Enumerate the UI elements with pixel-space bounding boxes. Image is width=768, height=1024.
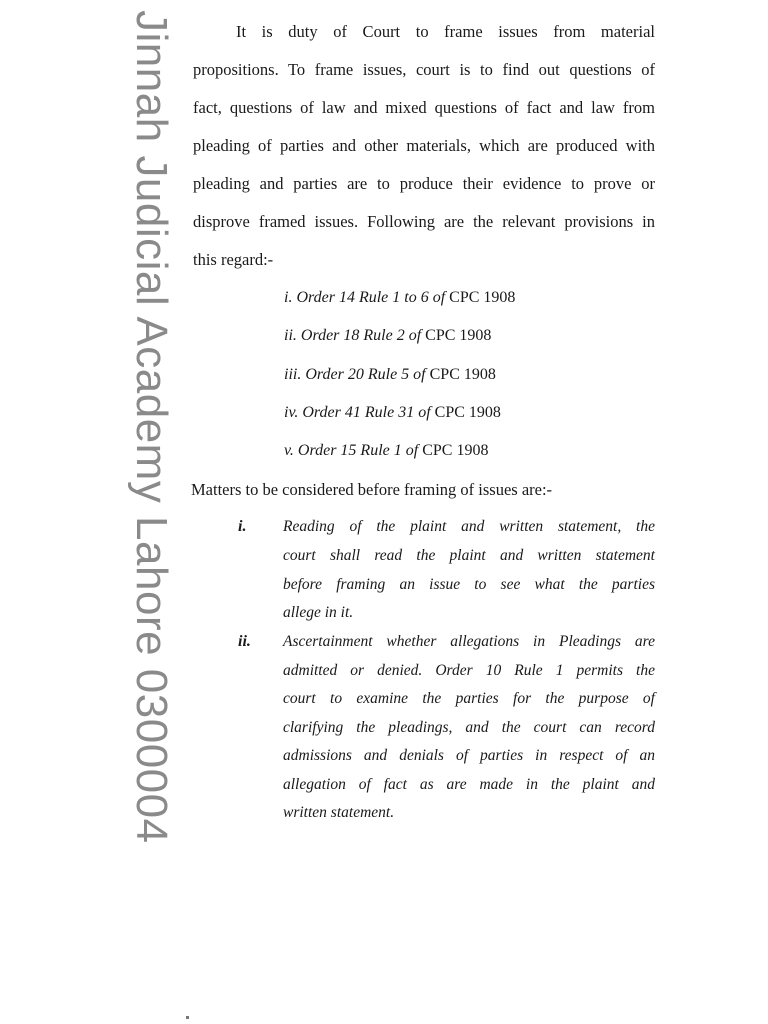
provision-code: CPC 1908 <box>429 366 496 383</box>
provision-text: v. Order 15 Rule 1 of <box>284 442 423 459</box>
provision-text: ii. Order 18 Rule 2 of <box>284 327 426 344</box>
matter-number: ii. <box>238 633 251 650</box>
scan-speck <box>186 1016 189 1019</box>
provision-item <box>284 289 515 307</box>
matter-line: court to examine the parties for the purpose of <box>283 690 655 707</box>
provision-code: CPC 1908 <box>422 442 489 459</box>
intro-line: pleading and parties are to produce their evidence to prove or <box>193 174 655 193</box>
provision-item <box>284 404 501 422</box>
provision-item <box>284 366 496 384</box>
provision-text: iv. Order 41 Rule 31 of <box>284 404 435 421</box>
intro-line: It is duty of Court to frame issues from material <box>236 22 655 41</box>
provision-text: i. Order 14 Rule 1 to 6 of <box>284 289 450 306</box>
matter-line: Ascertainment whether allegations in Pleadings are <box>283 633 655 650</box>
provision-item <box>284 442 488 460</box>
matter-line: before framing an issue to see what the parties <box>283 576 655 593</box>
intro-line: disprove framed issues. Following are the relevant provisions in <box>193 212 655 231</box>
watermark: Jinnah Judicial Academy Lahore 0300004 <box>127 10 176 844</box>
intro-line: this regard:- <box>193 250 274 269</box>
intro-line: propositions. To frame issues, court is to find out questions of <box>193 60 655 79</box>
provision-code: CPC 1908 <box>434 404 501 421</box>
matter-line: clarifying the pleadings, and the court can record <box>283 719 655 736</box>
intro-line: fact, questions of law and mixed questions of fact and law from <box>193 98 655 117</box>
matter-line: Reading of the plaint and written statement, the <box>283 518 655 535</box>
matter-line: written statement. <box>283 804 395 821</box>
intro-line: pleading of parties and other materials, which are produced with <box>193 136 655 155</box>
provision-code: CPC 1908 <box>449 289 516 306</box>
matter-line: admitted or denied. Order 10 Rule 1 permits the <box>283 662 655 679</box>
matter-number: i. <box>238 518 247 535</box>
matter-line: admissions and denials of parties in respect of an <box>283 747 655 764</box>
provision-text: iii. Order 20 Rule 5 of <box>284 366 430 383</box>
matter-line: allegation of fact as are made in the plaint and <box>283 776 655 793</box>
matters-heading: Matters to be considered before framing of issues are:- <box>191 480 553 499</box>
matter-line: court shall read the plaint and written statement <box>283 547 655 564</box>
matter-line: allege in it. <box>283 604 354 621</box>
provision-item <box>284 327 491 345</box>
provision-code: CPC 1908 <box>425 327 492 344</box>
